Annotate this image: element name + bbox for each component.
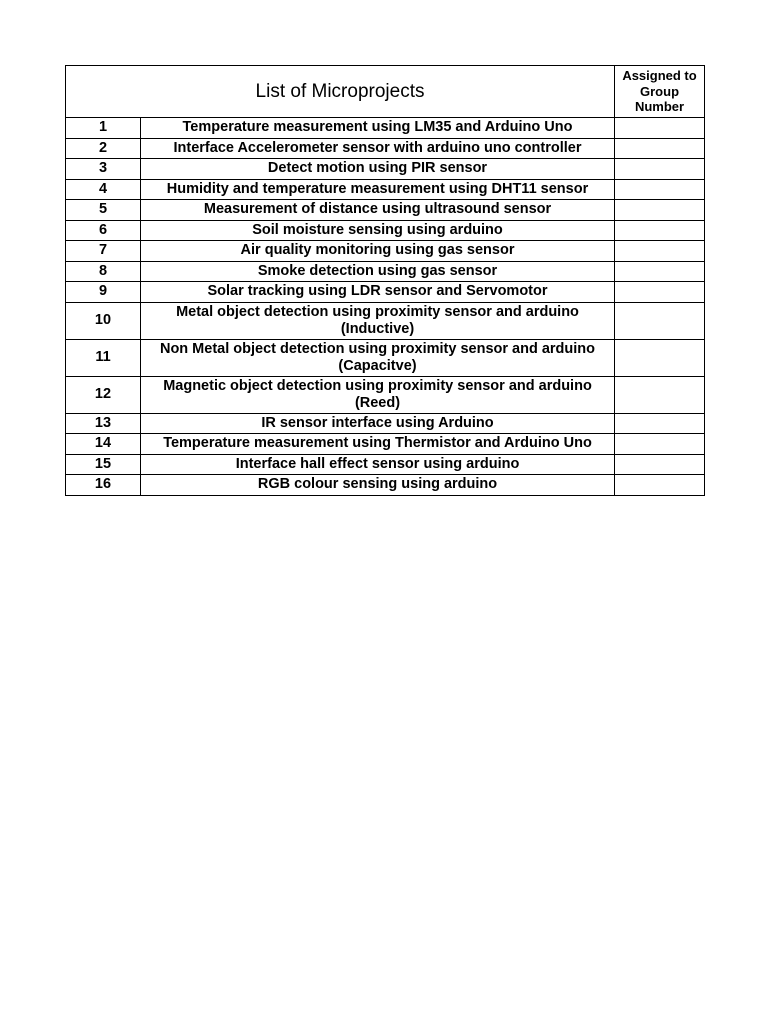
project-title: RGB colour sensing using arduino — [141, 475, 615, 496]
table-row — [66, 261, 705, 282]
row-number: 7 — [66, 241, 141, 262]
table-row — [66, 179, 705, 200]
table-header-row — [66, 66, 705, 118]
table-row — [66, 434, 705, 455]
project-title: Non Metal object detection using proximity sensor and arduino (Capacitve) — [141, 339, 615, 376]
group-number-cell[interactable] — [615, 241, 705, 262]
row-number: 2 — [66, 138, 141, 159]
table-row — [66, 138, 705, 159]
group-column-header: Assigned to Group Number — [615, 66, 705, 118]
row-number: 9 — [66, 282, 141, 303]
group-number-cell[interactable] — [615, 261, 705, 282]
row-number: 10 — [66, 302, 141, 339]
table-row — [66, 376, 705, 413]
project-title: Interface hall effect sensor using arduino — [141, 454, 615, 475]
group-number-cell[interactable] — [615, 434, 705, 455]
project-title: Interface Accelerometer sensor with arduino uno controller — [141, 138, 615, 159]
row-number: 3 — [66, 159, 141, 180]
group-number-cell[interactable] — [615, 475, 705, 496]
row-number: 15 — [66, 454, 141, 475]
row-number: 1 — [66, 118, 141, 139]
project-title: Temperature measurement using Thermistor and Arduino Uno — [141, 434, 615, 455]
table-row — [66, 302, 705, 339]
microprojects-table — [65, 65, 705, 496]
row-number: 8 — [66, 261, 141, 282]
project-title: Detect motion using PIR sensor — [141, 159, 615, 180]
group-number-cell[interactable] — [615, 138, 705, 159]
project-title: Magnetic object detection using proximity sensor and arduino (Reed) — [141, 376, 615, 413]
group-number-cell[interactable] — [615, 302, 705, 339]
project-title: Smoke detection using gas sensor — [141, 261, 615, 282]
project-title: Soil moisture sensing using arduino — [141, 220, 615, 241]
project-title: Temperature measurement using LM35 and Arduino Uno — [141, 118, 615, 139]
project-title: Air quality monitoring using gas sensor — [141, 241, 615, 262]
table-row — [66, 200, 705, 221]
group-number-cell[interactable] — [615, 339, 705, 376]
table-row — [66, 220, 705, 241]
row-number: 5 — [66, 200, 141, 221]
table-row — [66, 413, 705, 434]
group-number-cell[interactable] — [615, 454, 705, 475]
project-title: Metal object detection using proximity sensor and arduino (Inductive) — [141, 302, 615, 339]
table-row — [66, 339, 705, 376]
project-title: IR sensor interface using Arduino — [141, 413, 615, 434]
group-number-cell[interactable] — [615, 220, 705, 241]
project-title: Solar tracking using LDR sensor and Servomotor — [141, 282, 615, 303]
row-number: 12 — [66, 376, 141, 413]
table-row — [66, 454, 705, 475]
row-number: 13 — [66, 413, 141, 434]
table-row — [66, 241, 705, 262]
table-row — [66, 118, 705, 139]
row-number: 16 — [66, 475, 141, 496]
project-title: Measurement of distance using ultrasound sensor — [141, 200, 615, 221]
table-title: List of Microprojects — [66, 66, 615, 118]
row-number: 11 — [66, 339, 141, 376]
row-number: 4 — [66, 179, 141, 200]
group-number-cell[interactable] — [615, 179, 705, 200]
row-number: 6 — [66, 220, 141, 241]
group-number-cell[interactable] — [615, 413, 705, 434]
row-number: 14 — [66, 434, 141, 455]
group-number-cell[interactable] — [615, 282, 705, 303]
group-number-cell[interactable] — [615, 376, 705, 413]
group-number-cell[interactable] — [615, 118, 705, 139]
table-row — [66, 159, 705, 180]
table-row — [66, 282, 705, 303]
group-number-cell[interactable] — [615, 200, 705, 221]
project-title: Humidity and temperature measurement using DHT11 sensor — [141, 179, 615, 200]
group-number-cell[interactable] — [615, 159, 705, 180]
table-row — [66, 475, 705, 496]
